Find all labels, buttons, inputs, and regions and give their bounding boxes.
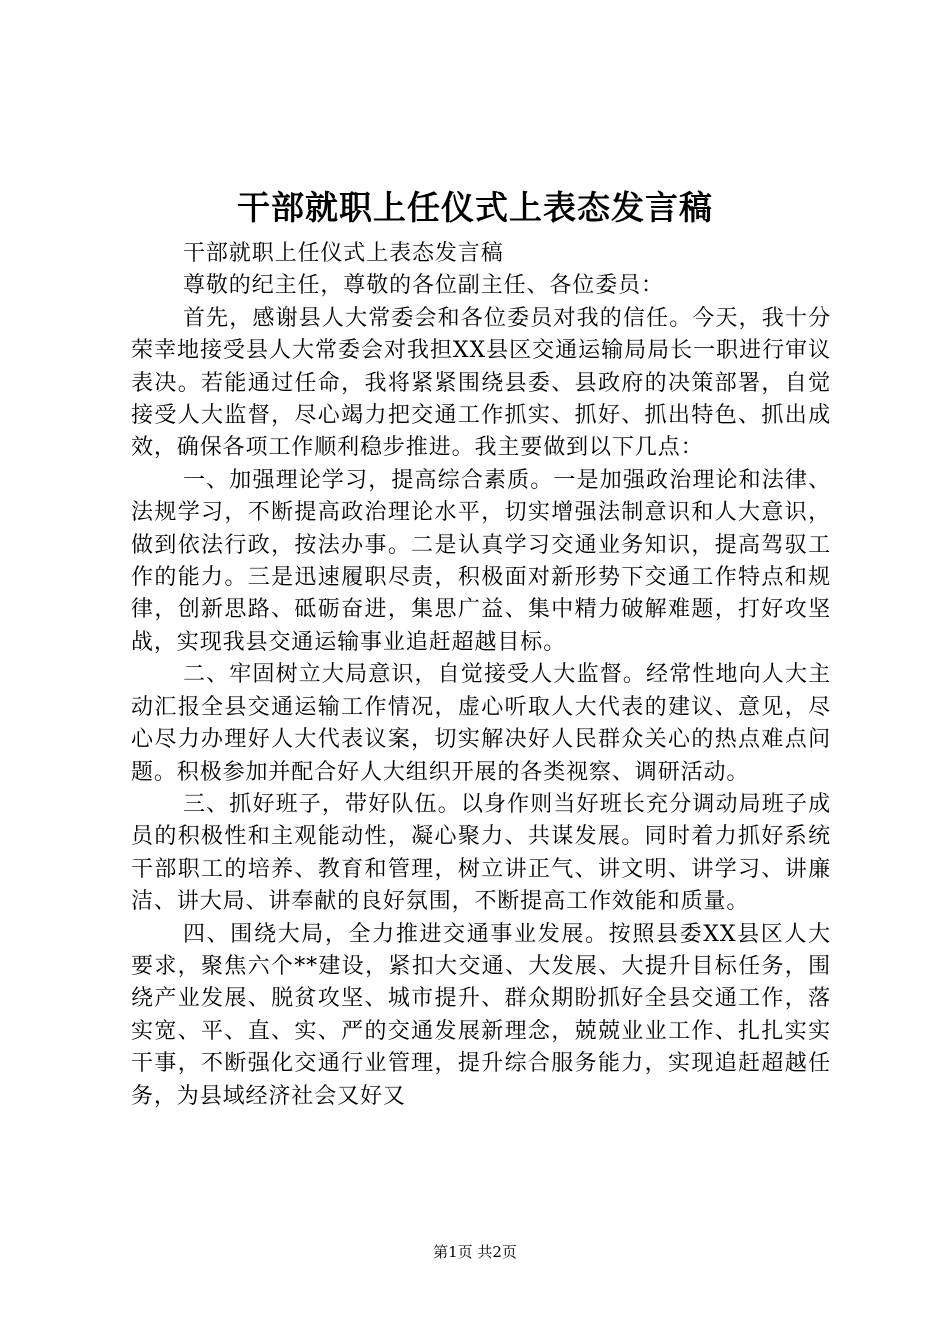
paragraph-point-4: 四、围绕大局，全力推进交通事业发展。按照县委XX县区人大要求，聚焦六个**建设，紧扣大交通、大发展、大提升目标任务，围绕产业发展、脱贫攻坚、城市提升、群众期盼抓好全县交通工作，落实宽、平、直、实、严的交通发展新理念，兢兢业业工作、扎扎实实干事，不断强化交通行业管理，提升综合服务能力，实现追赶超越任务，为县域经济社会又好又 — [131, 921, 831, 1109]
paragraph-point-2: 二、牢固树立大局意识，自觉接受人大监督。经常性地向人大主动汇报全县交通运输工作情况，虚心听取人大代表的建议、意见，尽心尽力办理好人大代表议案，切实解决好人民群众关心的热点难点问题。积极参加并配合好人大组织开展的各类视察、调研活动。 — [131, 662, 831, 785]
page-number-footer: 第1页 共2页 — [433, 1243, 517, 1261]
paragraph-point-1: 一、加强理论学习，提高综合素质。一是加强政治理论和法律、法规学习，不断提高政治理论水平，切实增强法制意识和人大意识，做到依法行政，按法办事。二是认真学习交通业务知识，提高驾驭工作的能力。三是迅速履职尽责，积极面对新形势下交通工作特点和规律，创新思路、砥砺奋进，集思广益、集中精力破解难题，打好攻坚战，实现我县交通运输事业追赶超越目标。 — [131, 467, 831, 655]
paragraph-salutation: 尊敬的纪主任，尊敬的各位副主任、各位委员： — [183, 273, 664, 299]
document-title: 干部就职上任仪式上表态发言稿 — [237, 188, 713, 227]
paragraph-intro: 首先，感谢县人大常委会和各位委员对我的信任。今天，我十分荣幸地接受县人大常委会对我担XX县区交通运输局局长一职进行审议表决。若能通过任命，我将紧紧围绕县委、县政府的决策部署，自觉接受人大监督，尽心竭力把交通工作抓实、抓好、抓出特色、抓出成效，确保各项工作顺利稳步推进。我主要做到以下几点： — [131, 305, 831, 461]
document-body — [131, 238, 831, 1113]
paragraph-heading-repeat: 干部就职上任仪式上表态发言稿 — [183, 241, 504, 266]
paragraph-point-3: 三、抓好班子，带好队伍。以身作则当好班长充分调动局班子成员的积极性和主观能动性，凝心聚力、共谋发展。同时着力抓好系统干部职工的培养、教育和管理，树立讲正气、讲文明、讲学习、讲廉洁、讲大局、讲奉献的良好氛围，不断提高工作效能和质量。 — [131, 791, 831, 915]
